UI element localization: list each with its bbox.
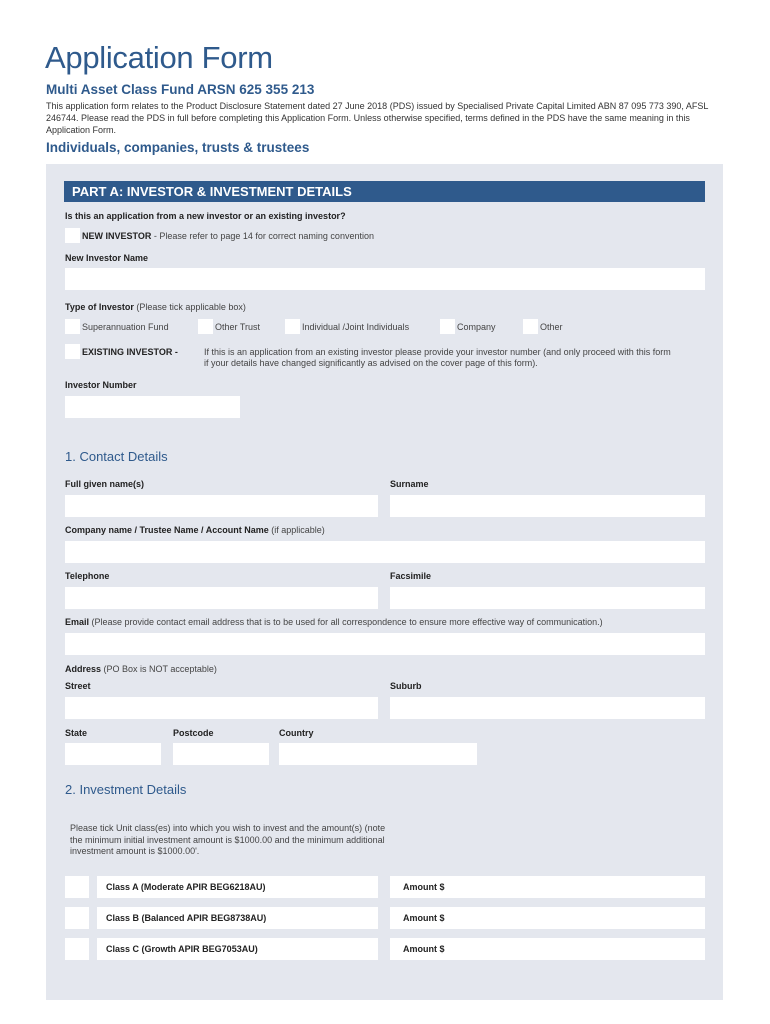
new-investor-checkbox[interactable] bbox=[65, 228, 80, 243]
new-investor-name-label: New Investor Name bbox=[65, 253, 149, 263]
investor-number-field[interactable] bbox=[65, 396, 240, 418]
class-c-row bbox=[97, 938, 378, 960]
surname-label: Surname bbox=[390, 479, 429, 489]
class-b-checkbox[interactable] bbox=[65, 907, 89, 929]
given-names-field[interactable] bbox=[65, 495, 378, 517]
email-label: Email (Please provide contact email address that is to be used for all correspondence to ensure more effective way of communication.) bbox=[65, 617, 603, 627]
class-a-checkbox[interactable] bbox=[65, 876, 89, 898]
contact-details-heading: 1. Contact Details bbox=[65, 449, 168, 464]
existing-investor-checkbox[interactable] bbox=[65, 344, 80, 359]
new-investor-label: NEW INVESTOR - Please refer to page 14 for correct naming convention bbox=[82, 231, 374, 241]
other-trust-label: Other Trust bbox=[215, 322, 261, 332]
investment-instructions: Please tick Unit class(es) into which you wish to invest and the amount(s) (note the minimum initial investment amount is $1000.00 and the minimum additional investment amount is $1000.00'. bbox=[70, 823, 386, 856]
investment-details-heading: 2. Investment Details bbox=[65, 782, 187, 797]
superannuation-fund-checkbox[interactable] bbox=[65, 319, 80, 334]
facsimile-field[interactable] bbox=[390, 587, 705, 609]
new-investor-name-field[interactable] bbox=[65, 268, 705, 290]
telephone-label: Telephone bbox=[65, 571, 110, 581]
class-b-amount-field[interactable] bbox=[390, 907, 705, 929]
type-of-investor-label: Type of Investor (Please tick applicable box) bbox=[65, 302, 246, 312]
country-field[interactable] bbox=[279, 743, 477, 765]
individual-checkbox[interactable] bbox=[285, 319, 300, 334]
class-a-label: Class A (Moderate APIR BEG6218AU) bbox=[106, 882, 266, 892]
street-field[interactable] bbox=[65, 697, 378, 719]
existing-investor-label: EXISTING INVESTOR - bbox=[82, 347, 178, 357]
country-label: Country bbox=[279, 728, 314, 738]
page-title: Application Form bbox=[45, 40, 273, 75]
class-a-row bbox=[97, 876, 378, 898]
existing-investor-text: If this is an application from an existing investor please provide your investor number (and only proceed with this form if your details have changed significantly as advised on the cover page of this form). bbox=[204, 347, 671, 368]
address-label: Address (PO Box is NOT acceptable) bbox=[65, 664, 217, 674]
company-name-label: Company name / Trustee Name / Account Name (if applicable) bbox=[65, 525, 325, 535]
fund-subtitle: Multi Asset Class Fund ARSN 625 355 213 bbox=[46, 82, 315, 97]
class-a-amount-field[interactable] bbox=[390, 876, 705, 898]
street-label: Street bbox=[65, 681, 91, 691]
state-field[interactable] bbox=[65, 743, 161, 765]
investor-number-label: Investor Number bbox=[65, 380, 137, 390]
other-trust-checkbox[interactable] bbox=[198, 319, 213, 334]
company-name-field[interactable] bbox=[65, 541, 705, 563]
suburb-label: Suburb bbox=[390, 681, 422, 691]
class-b-row bbox=[97, 907, 378, 929]
other-label: Other bbox=[540, 322, 563, 332]
telephone-field[interactable] bbox=[65, 587, 378, 609]
surname-field[interactable] bbox=[390, 495, 705, 517]
postcode-field[interactable] bbox=[173, 743, 269, 765]
section-heading: Individuals, companies, trusts & trustees bbox=[46, 140, 310, 155]
intro-text: This application form relates to the Product Disclosure Statement dated 27 June 2018 (PDS) issued by Specialised Private Capital Limited ABN 87 095 773 390, AFSL 246744. Please read the PDS in full before completing this Application Form. Unless otherwise specified, terms defined in the PDS have the same meaning in this Application Form. bbox=[46, 101, 709, 135]
investor-question: Is this an application from a new investor or an existing investor? bbox=[65, 211, 346, 221]
postcode-label: Postcode bbox=[173, 728, 214, 738]
email-field[interactable] bbox=[65, 633, 705, 655]
class-b-label: Class B (Balanced APIR BEG8738AU) bbox=[106, 913, 267, 923]
class-c-amount-field[interactable] bbox=[390, 938, 705, 960]
class-a-amount-label: Amount $ bbox=[403, 882, 445, 892]
class-b-amount-label: Amount $ bbox=[403, 913, 445, 923]
company-label: Company bbox=[457, 322, 496, 332]
company-checkbox[interactable] bbox=[440, 319, 455, 334]
class-c-amount-label: Amount $ bbox=[403, 944, 445, 954]
individual-label: Individual /Joint Individuals bbox=[302, 322, 410, 332]
class-c-checkbox[interactable] bbox=[65, 938, 89, 960]
part-a-header: PART A: INVESTOR & INVESTMENT DETAILS bbox=[64, 181, 705, 202]
state-label: State bbox=[65, 728, 88, 738]
class-c-label: Class C (Growth APIR BEG7053AU) bbox=[106, 944, 258, 954]
suburb-field[interactable] bbox=[390, 697, 705, 719]
superannuation-fund-label: Superannuation Fund bbox=[82, 322, 169, 332]
facsimile-label: Facsimile bbox=[390, 571, 432, 581]
other-checkbox[interactable] bbox=[523, 319, 538, 334]
given-names-label: Full given name(s) bbox=[65, 479, 145, 489]
